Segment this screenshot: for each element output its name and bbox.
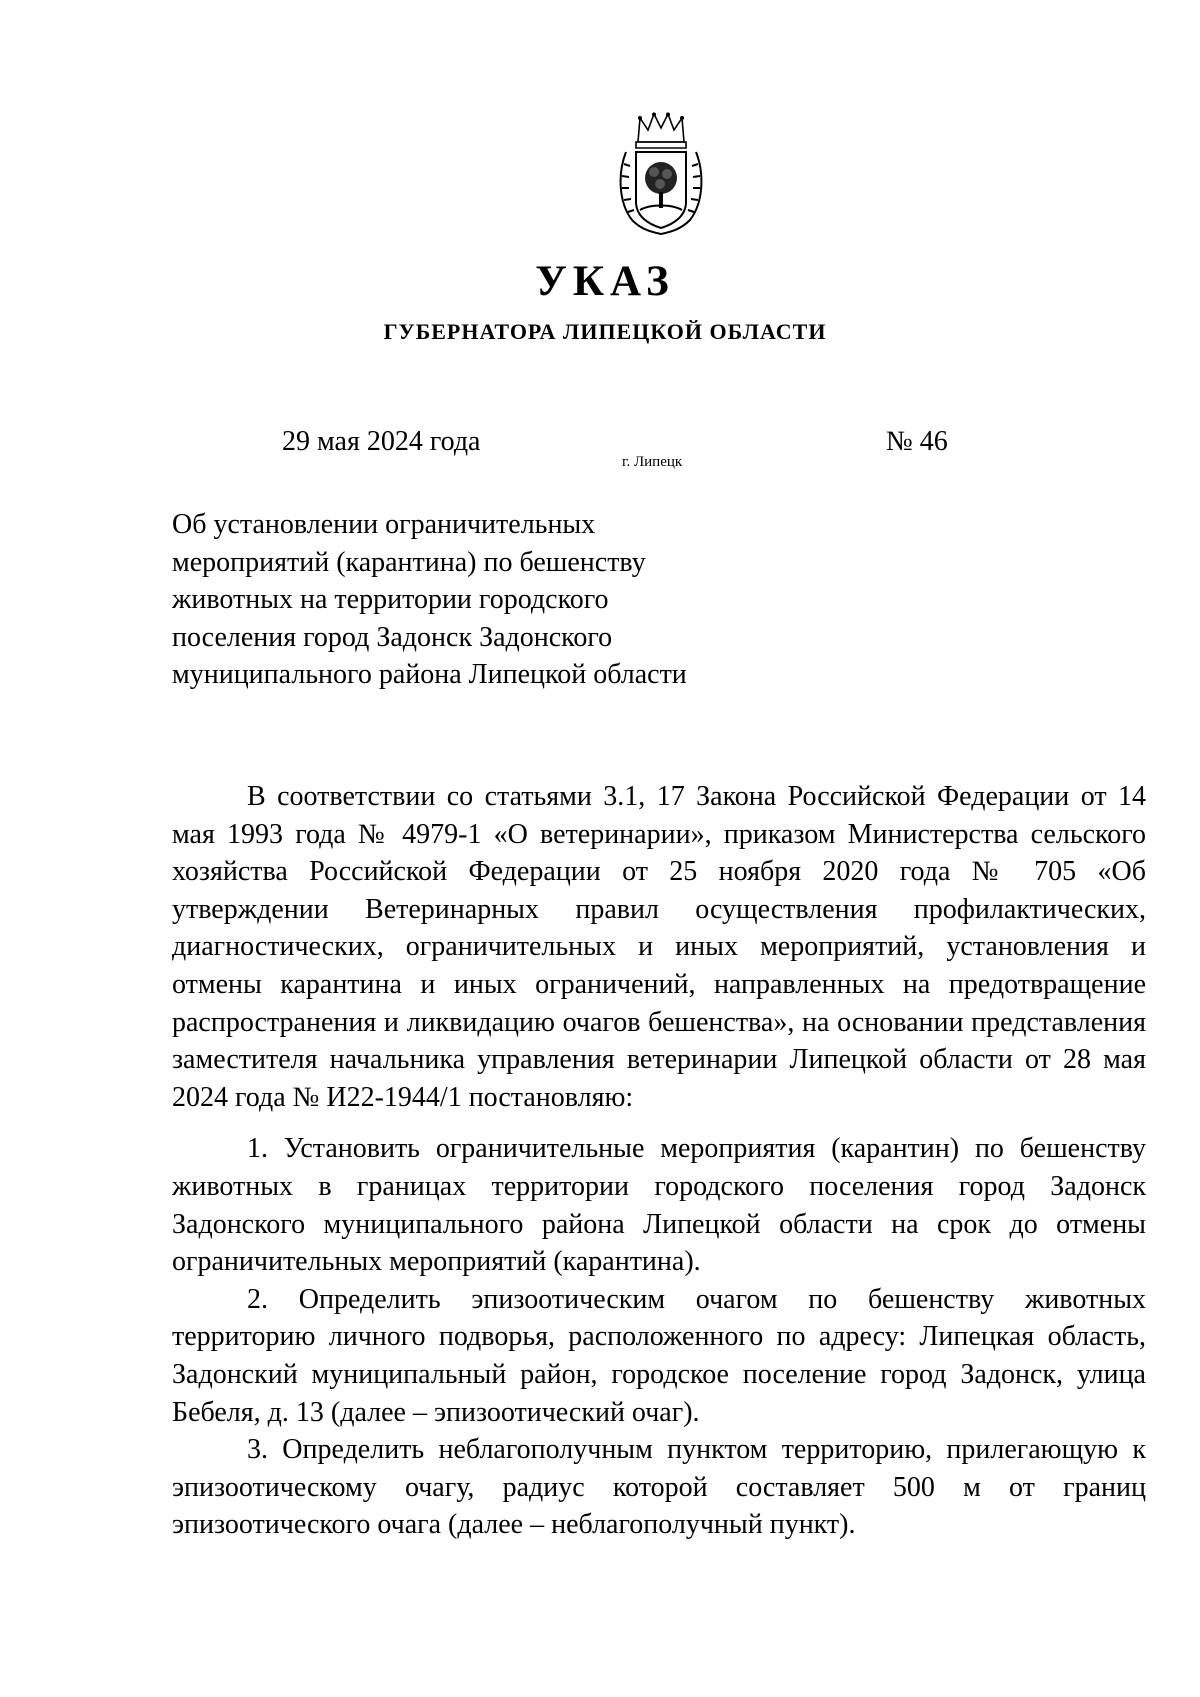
heading-line: Об установлении ограничительных: [172, 509, 596, 540]
document-title: УКАЗ: [535, 258, 675, 305]
clause-1: 1. Установить ограничительные мероприятия (карантин) по бешенству животных в границах территории городского поселения город Задонск Задонского муниципального района Липецкой области на срок до отмены ограничительных мероприятий (карантина).: [172, 1133, 1146, 1278]
heading-line: животных на территории городского: [172, 584, 609, 615]
heading-line: муниципального района Липецкой области: [172, 659, 687, 690]
document-issuer: ГУБЕРНАТОРА ЛИПЕЦКОЙ ОБЛАСТИ: [383, 319, 827, 344]
heading-line: поселения город Задонск Задонского: [172, 621, 613, 653]
preamble-paragraph: В соответствии со статьями 3.1, 17 Закона Российской Федерации от 14 мая 1993 года № 4979-1 «О ветеринарии», приказом Министерства сельского хозяйства Российской Федерации от 25 ноября 2020 года № 705 «Об утверждении Ветеринарных правил осуществления профилактических, диагностических, ограничительных и иных мероприятий, установления и отмены карантина и иных ограничений, направленных на предотвращение распространения и ликвидацию очагов бешенства», на основании представления заместителя начальника управления ветеринарии Липецкой области от 28 мая 2024 года № И22-1944/1 постановляю:: [172, 781, 1146, 1113]
clause-2: 2. Определить эпизоотическим очагом по бешенству животных территорию личного подворья, расположенного по адресу: Липецкая область, Задонский муниципальный район, городское поселение город Задонск, улица Бебеля, д. 13 (далее – эпизоотический очаг).: [172, 1283, 1146, 1428]
decree-body: [172, 778, 1146, 1544]
clause-3: 3. Определить неблагополучным пунктом территорию, прилегающую к эпизоотическому очагу, радиус которой составляет 500 м от границ эпизоотического очага (далее – неблагополучный пункт).: [172, 1434, 1146, 1541]
document-city: г. Липецк: [622, 454, 683, 470]
document-number: № 46: [886, 426, 948, 457]
heading-line: мероприятий (карантина) по бешенству: [172, 546, 646, 578]
decree-heading: [172, 506, 732, 694]
coat-of-arms-icon: [616, 112, 706, 237]
document-date: 29 мая 2024 года: [282, 426, 481, 457]
